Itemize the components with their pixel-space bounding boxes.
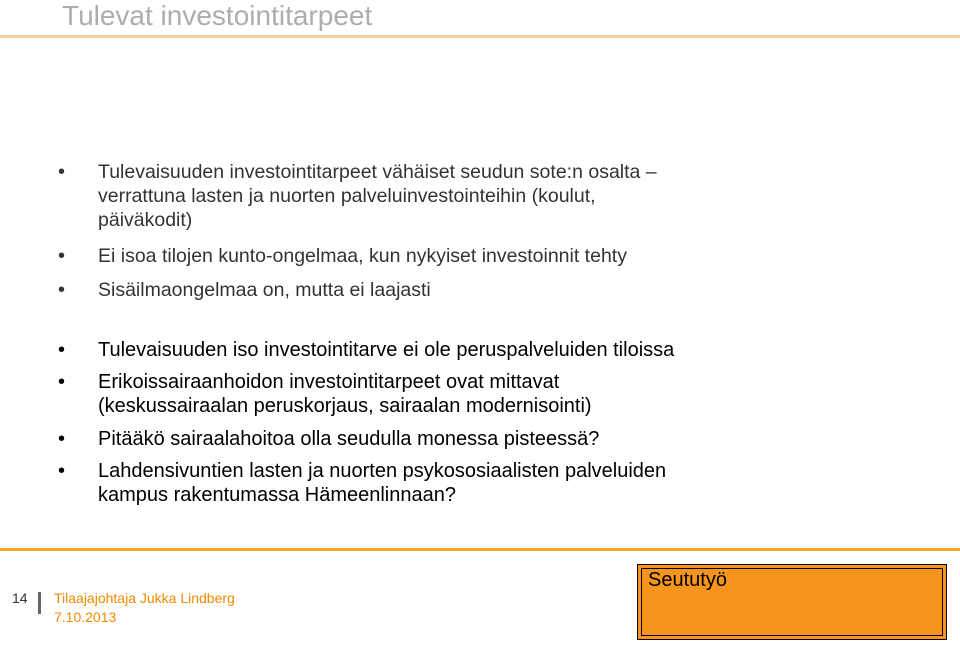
bullet-text — [98, 244, 627, 268]
bullet-line: (keskussairaalan peruskorjaus, sairaalan modernisointi) — [98, 395, 592, 417]
slide-footer — [0, 548, 960, 651]
bullet-dot-icon: • — [58, 279, 66, 301]
bullet-line: Sisäilmaongelmaa on, mutta ei laajasti — [98, 279, 431, 301]
bullet-line: Lahdensivuntien lasten ja nuorten psykososiaalisten palveluiden — [98, 460, 667, 482]
footer-separator-bar — [38, 592, 41, 614]
bullet-text — [98, 160, 657, 232]
bullet-text — [98, 459, 666, 507]
footer-date: 7.10.2013 — [54, 609, 117, 625]
bullet-line: kampus rakentumassa Hämeenlinnaan? — [98, 484, 456, 506]
bullet-line: Tulevaisuuden investointitarpeet vähäiset seudun sote:n osalta – — [98, 161, 657, 183]
bullet-dot-icon: • — [58, 245, 66, 267]
bullet-dot-icon: • — [58, 428, 66, 450]
bullet-line: Pitääkö sairaalahoitoa olla seudulla monessa pisteessä? — [98, 428, 600, 450]
bullet-line: Erikoissairaanhoidon investointitarpeet ovat mittavat — [98, 371, 560, 393]
bullet-line: Tulevaisuuden iso investointitarve ei ole peruspalveluiden tiloissa — [98, 339, 675, 361]
footer-author: Tilaajajohtaja Jukka Lindberg — [54, 590, 235, 606]
badge-label: Seututyö — [648, 569, 727, 591]
bullet-line: päiväkodit) — [98, 209, 193, 231]
bullet-dot-icon: • — [58, 371, 66, 393]
bullet-text — [98, 278, 431, 302]
slide-title: Tulevat investointitarpeet — [62, 0, 373, 31]
bullet-dot-icon: • — [58, 460, 66, 482]
bullet-line: Ei isoa tilojen kunto-ongelmaa, kun nykyiset investoinnit tehty — [98, 245, 627, 267]
bullet-text — [98, 338, 674, 362]
bullet-dot-icon: • — [58, 161, 66, 183]
page-number: 14 — [12, 590, 28, 606]
bullet-line: verrattuna lasten ja nuorten palveluinvestointeihin (koulut, — [98, 185, 596, 207]
bullet-text — [98, 427, 599, 451]
footer-divider — [0, 548, 960, 551]
bullet-text — [98, 370, 592, 418]
seututyo-badge — [637, 564, 947, 640]
bullet-dot-icon: • — [58, 339, 66, 361]
